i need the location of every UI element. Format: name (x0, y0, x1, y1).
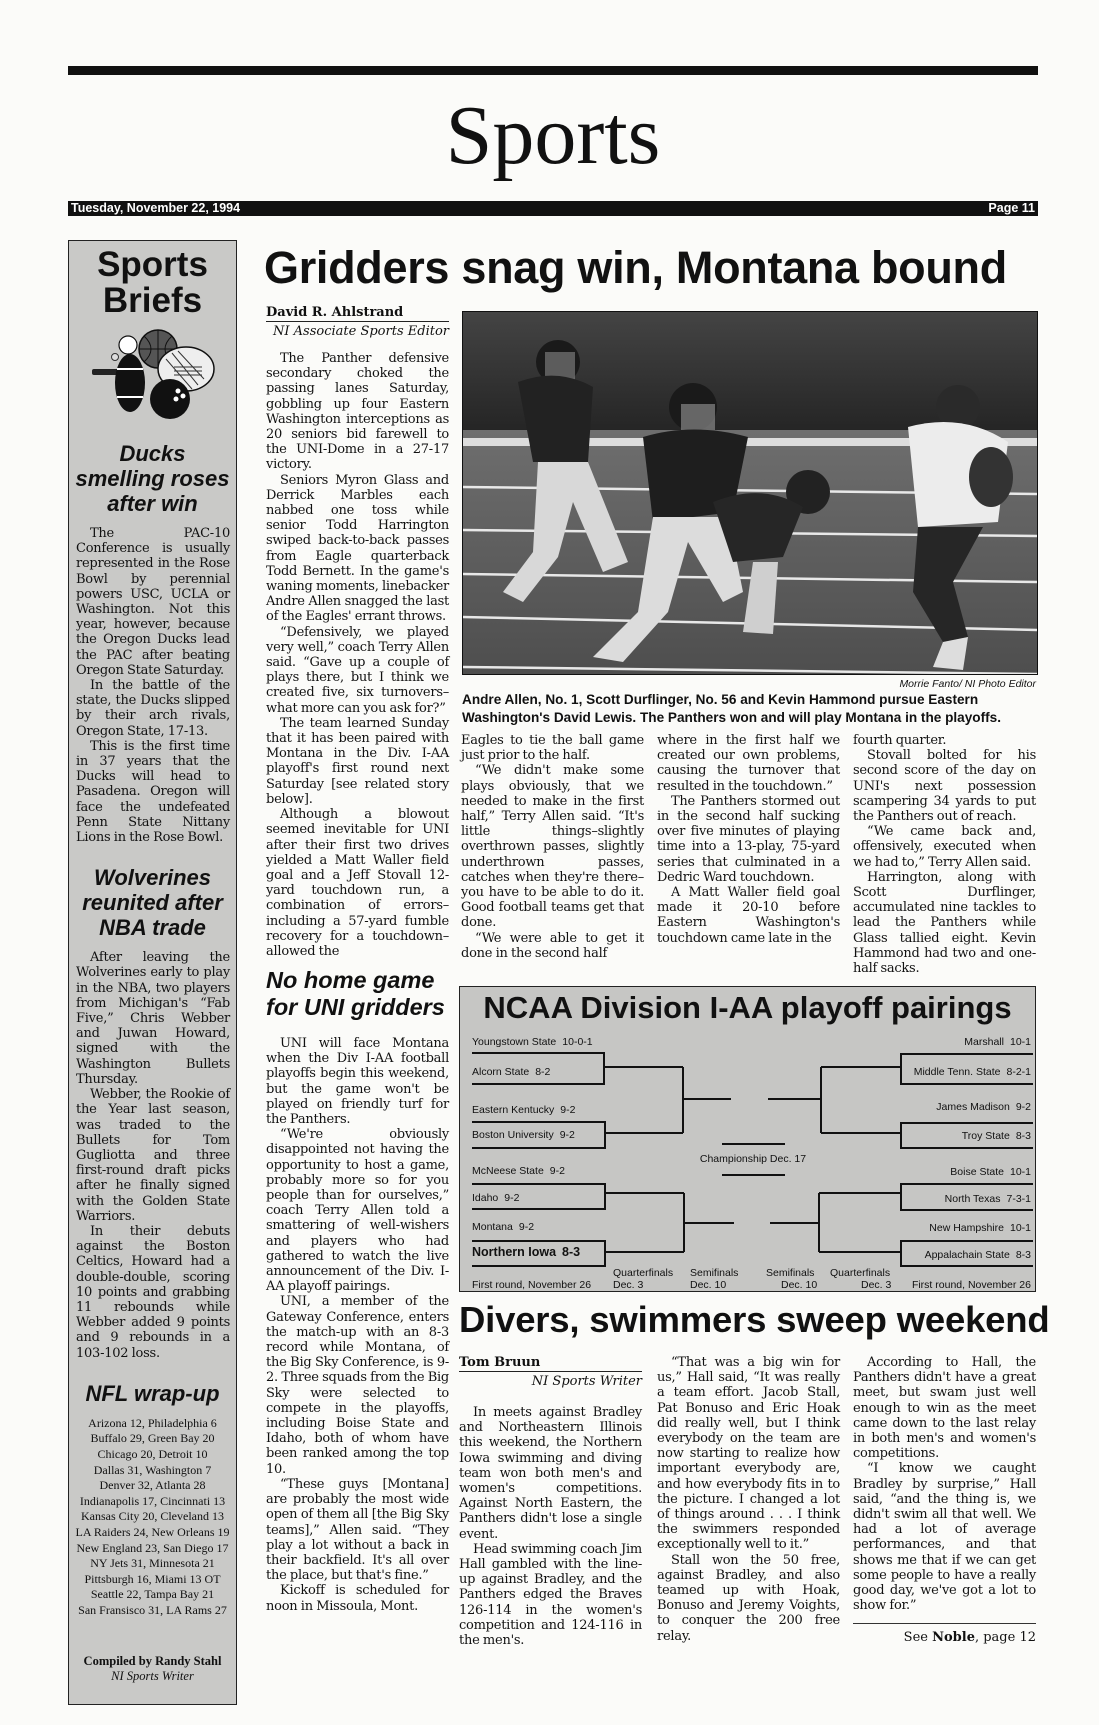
nfl-score: Denver 32, Atlanta 28 (99, 1478, 206, 1493)
jump-name: Noble (932, 1630, 975, 1645)
paragraph: “We didn't make some plays obviously, that we needed to make in the first half,” Terry Allen said. “It's little things–slightly overthrown passes, slightly underthrown passes, catches when they're there–you have to be able to do it. Good football teams get that done. (461, 763, 644, 931)
bracket-team (472, 1221, 534, 1234)
jump-page: , page 12 (974, 1630, 1036, 1645)
paragraph: The Panthers stormed out in the second half sucking over five minutes of playing time into a 13-play, 75-yard series that culminated in a Dedric Ward touchdown. (657, 793, 840, 885)
paragraph: UNI, a member of the Gateway Conference, enters the match-up with an 8-3 record while Montana, of the Big Sky Conference, is 9-2. Three squads from the Big Sky were selected to compete in the playoffs, including Boise State and Idaho, both of whom have been ranked among the top 10. (266, 1294, 449, 1477)
sports-balls-icon (88, 329, 218, 421)
sidebar-title (69, 247, 236, 319)
bracket-team (472, 1036, 593, 1049)
nfl-score: Kansas City 20, Cleveland 13 (81, 1509, 224, 1524)
paragraph: In their debuts against the Boston Celtics, Howard had a double-double, scoring 10 points and grabbing 11 rebounds while Webber added 9 points and 9 rebounds in a 103-102 loss. (76, 1223, 230, 1361)
bracket-team (472, 1066, 550, 1079)
photo-credit: Morrie Fanto/ NI Photo Editor (899, 678, 1036, 690)
issue-date: Tuesday, November 22, 1994 (71, 201, 241, 215)
paragraph: Webber, the Rookie of the Year last season, was traded to the Bullets for Tom Gugliotta and three first-round draft picks after he finally signed with the Golden State Warriors. (76, 1087, 230, 1224)
paragraph: “We're obviously disappointed not having the opportunity to host a game, probably more so for you people than for ourselves,” coach Terry Allen told a smattering of well-wishers and players who had gathered to watch the live announcement of the Div. I-AA playoff pairings. (266, 1127, 449, 1295)
nfl-score: LA Raiders 24, New Orleans 19 (75, 1524, 230, 1539)
nfl-score: Chicago 20, Detroit 10 (97, 1446, 208, 1461)
team-name: New Hampshire (929, 1222, 1004, 1234)
round-date: Dec. 3 (861, 1279, 892, 1291)
team-name: McNeese State (472, 1165, 544, 1177)
paragraph: “Defensively, we played very well,” coach Terry Allen said. “Gave up a couple of plays there, but I think we created five, six turnovers–what more can you ask for?” (266, 624, 449, 716)
paragraph: After leaving the Wolverines early to play in the NBA, two players from Michigan's “Fab Five,” Chris Webber and Juwan Howard, signed with the Washington Bullets Thursday. (76, 950, 230, 1087)
credit-name: Compiled by Randy Stahl (83, 1654, 222, 1669)
team-record: 8-3 (562, 1245, 581, 1259)
second-article-body (266, 1036, 449, 1614)
round-label: Semifinals (690, 1267, 739, 1279)
sidebar-title-line: Briefs (102, 281, 203, 320)
paragraph: fourth quarter. (853, 733, 947, 748)
paragraph: “These guys [Montana] are probably the most wide open of them all [the Big Sky teams],” Allen said. “They play a lot without a back in their backfield. It's all over the place, but that's fine.” (266, 1476, 449, 1584)
team-name: Marshall (964, 1036, 1004, 1048)
byline-name: David R. Ahlstrand (266, 305, 449, 322)
divers-headline: Divers, swimmers sweep weekend (459, 1299, 1050, 1340)
bracket-team (472, 1165, 565, 1178)
nfl-score: Dallas 31, Washington 7 (93, 1462, 212, 1477)
byline-title: NI Sports Writer (531, 1374, 642, 1389)
brief-body (76, 526, 230, 845)
round-label: Quarterfinals (613, 1267, 674, 1279)
team-record: 9-2 (504, 1192, 520, 1204)
bracket-team (472, 1246, 580, 1259)
team-name: Montana (472, 1221, 513, 1233)
round-date: First round, November 26 (472, 1279, 592, 1291)
masthead-rule (68, 66, 1038, 75)
bracket-team (472, 1104, 575, 1117)
team-record: 9-2 (559, 1129, 575, 1141)
team-name: Youngstown State (472, 1036, 557, 1048)
nfl-score: San Fransisco 31, LA Rams 27 (78, 1602, 227, 1617)
sidebar-title-line: Sports (97, 245, 208, 284)
team-record: 8-3 (1015, 1249, 1031, 1261)
brief-headline: Wolverines reunited after NBA trade (82, 865, 223, 941)
nfl-score: Indianapolis 17, Cincinnati 13 (79, 1493, 226, 1508)
nfl-score: Seattle 22, Tampa Bay 21 (90, 1587, 215, 1602)
team-record: 10-0-1 (562, 1036, 593, 1048)
divers-byline (459, 1355, 642, 1389)
bracket-team (472, 1192, 519, 1205)
championship-label: Championship Dec. 17 (699, 1153, 807, 1165)
team-record: 7-3-1 (1006, 1193, 1031, 1205)
team-record: 9-2 (560, 1104, 576, 1116)
team-name: Alcorn State (472, 1066, 530, 1078)
team-record: 10-1 (1009, 1166, 1031, 1178)
paragraph: Eagles to tie the ball game just prior to the half. (461, 733, 644, 764)
divers-column-2 (657, 1355, 840, 1644)
sports-briefs-sidebar (68, 240, 237, 1705)
team-name: James Madison (936, 1101, 1010, 1113)
playoff-bracket (459, 986, 1036, 1292)
bracket-team (962, 1130, 1031, 1143)
nfl-score: Arizona 12, Philadelphia 6 (88, 1415, 217, 1430)
brief-headline: Ducks smelling roses after win (75, 441, 230, 516)
football-photo (462, 311, 1038, 675)
team-name: Boise State (950, 1166, 1004, 1178)
round-label: Semifinals (766, 1267, 815, 1279)
team-name: Eastern Kentucky (472, 1104, 555, 1116)
paragraph: “That was a big win for us,” Hall said, “It was really a team effort. Jacob Stall, Pat Bonuso and Eric Hoak did really well, but I think everybody on the team are now starting to realize how important everybody are, and how everybody fits in to the picture. I changed a lot of things around . . . I think the swimmers responded exceptionally well to it.” (657, 1355, 840, 1553)
paragraph: “We were able to get it done in the second half (461, 930, 644, 961)
team-name: Middle Tenn. State (913, 1066, 1001, 1078)
paragraph: Harrington, along with Scott Durflinger, accumulated nine tackles to lead the Panthers while Glass tallied eight. Kevin Hammond had two and one-half sacks. (853, 869, 1036, 977)
team-record: 9-2 (549, 1165, 565, 1177)
round-label: Quarterfinals (830, 1267, 891, 1279)
main-headline: Gridders snag win, Montana bound (264, 242, 1007, 293)
jump-rule (853, 1623, 1036, 1624)
nfl-scores-list (69, 1416, 236, 1619)
main-byline (266, 305, 449, 339)
byline-name: Tom Bruun (459, 1355, 642, 1372)
team-name: North Texas (944, 1193, 1001, 1205)
brief-body (76, 950, 230, 1360)
team-record: 8-2 (535, 1066, 551, 1078)
paragraph: where in the first half we created our own problems, causing the turnover that resulted in the touchdown.” (657, 733, 840, 794)
team-name: Northern Iowa (472, 1245, 557, 1259)
paragraph: The PAC-10 Conference is usually represented in the Rose Bowl by perennial powers USC, UCLA or Washington. Not this year, however, because the Oregon Ducks lead the PAC after beating Oregon State Saturday. (76, 526, 230, 678)
section-title: Sports (445, 89, 661, 182)
main-article-column-4 (853, 733, 1036, 976)
paragraph: “We came back and, offensively, executed when we had to,” Terry Allen said. (853, 824, 1036, 870)
paragraph: “I know we caught Bradley by surprise,” Hall said, “and the thing is, we didn't swim all that well. We had a lot of average performances, and that shows me that if we can get some people to have a really good day, we've got a lot to show for.” (853, 1461, 1036, 1614)
paragraph: Head swimming coach Jim Hall gambled with the line-up against Bradley, and the Panthers edged the Braves 126-114 in the women's competition and 124-116 in the men's. (459, 1541, 642, 1649)
bracket-team (929, 1222, 1031, 1235)
paragraph: Stall won the 50 free, against Bradley, and also teamed up with Hoak, Bonuso and Jeremy Voights, to conquer the 200 free relay. (657, 1552, 840, 1644)
paragraph: Seniors Myron Glass and Derrick Marbles each nabbed one toss while senior Todd Harrington swiped back-to-back passes from Eagle quarterback Todd Bernett. In the game's waning moments, linebacker Andre Allen snagged the last of the Eagles' errant throws. (266, 472, 449, 625)
bracket-title: NCAA Division I-AA playoff pairings (483, 990, 1012, 1025)
round-date: Dec. 10 (781, 1279, 818, 1291)
team-name: Appalachain State (924, 1249, 1010, 1261)
bracket-team (964, 1036, 1031, 1049)
second-headline: No home game for UNI gridders (266, 967, 445, 1020)
nfl-score: NY Jets 31, Minnesota 21 (90, 1556, 215, 1571)
paragraph: This is the first time in 37 years that the Ducks will head to Pasadena. Oregon will face the undefeated Penn State Nittany Lions in the Rose Bowl. (76, 738, 230, 846)
paragraph: According to Hall, the Panthers didn't have a great meet, but swam just well enough to win as the meet came down to the last relay in both men's and women's competitions. (853, 1355, 1036, 1462)
paragraph: Kickoff is scheduled for noon in Missoula, Mont. (266, 1583, 449, 1614)
team-name: Troy State (961, 1130, 1010, 1142)
bracket-team (914, 1066, 1031, 1079)
divers-column-1 (459, 1405, 642, 1648)
team-record: 9-2 (518, 1221, 535, 1233)
round-date: Dec. 3 (613, 1279, 644, 1291)
byline-title: NI Associate Sports Editor (273, 324, 449, 339)
paragraph: The Panther defensive secondary choked the passing lanes Saturday, gobbling up four Eastern Washington interceptions as 20 seniors bid farewell to the UNI-Dome in a 27-17 victory. (266, 351, 449, 473)
team-record: 10-1 (1009, 1222, 1031, 1234)
nfl-score: Buffalo 29, Green Bay 20 (90, 1431, 215, 1446)
paragraph: The team learned Sunday that it has been paired with Montana in the Div. I-AA playoff's first round next Saturday [see related story below]. (266, 715, 449, 807)
bracket-team (472, 1129, 575, 1142)
jump-line (904, 1630, 1036, 1645)
bracket-team (950, 1166, 1031, 1179)
team-name: Boston University (472, 1129, 554, 1141)
photo-caption: Andre Allen, No. 1, Scott Durflinger, No. 56 and Kevin Hammond pursue Eastern Washington's David Lewis. The Panthers won and will play Montana in the playoffs. (462, 692, 1001, 725)
credit-title: NI Sports Writer (111, 1669, 194, 1684)
date-bar (68, 201, 1038, 216)
paragraph: Although a blowout seemed inevitable for UNI after their first two drives yielded a Matt Waller field goal and a Jeff Stovall 12-yard touchdown run, a combination of errors–including a 57-yard fumble recovery for a touchdown–allowed the (266, 807, 449, 959)
paragraph: Stovall bolted for his second score of the day on UNI's next possession scampering 34 yards to put the Panthers out of reach. (853, 748, 1036, 825)
football-players-image (463, 312, 1037, 674)
team-record: 10-1 (1009, 1036, 1031, 1048)
bracket-team (925, 1249, 1031, 1262)
bracket-team (945, 1193, 1031, 1206)
paragraph: A Matt Waller field goal made it 20-10 before Eastern Washington's touchdown came late in the (657, 885, 840, 946)
page-number: Page 11 (988, 201, 1035, 215)
jump-see: See (903, 1630, 928, 1645)
divers-column-3 (853, 1355, 1036, 1613)
main-article-column-1 (266, 351, 449, 959)
nfl-score: Pittsburgh 16, Miami 13 OT (84, 1571, 221, 1586)
bracket-team (936, 1101, 1031, 1114)
paragraph: UNI will face Montana when the Div I-AA football playoffs begin this weekend, but the game won't be played on friendly turf for the Panthers. (266, 1036, 449, 1128)
main-article-column-2 (461, 733, 644, 961)
nfl-score: New England 23, San Diego 17 (76, 1540, 229, 1555)
paragraph: In meets against Bradley and Northeastern Illinois this weekend, the Northern Iowa swimming and diving team won both men's and women's competitions. Against North Eastern, the Panthers didn't lose a single event. (459, 1405, 642, 1542)
nfl-headline: NFL wrap-up (85, 1380, 220, 1406)
main-article-column-3 (657, 733, 840, 946)
round-date: Dec. 10 (690, 1279, 727, 1291)
team-name: Idaho (472, 1192, 499, 1204)
sidebar-credit (69, 1654, 236, 1684)
team-record: 8-3 (1015, 1130, 1031, 1142)
paragraph: In the battle of the state, the Ducks slipped by their arch rivals, Oregon State, 17-13. (76, 678, 230, 739)
team-record: 9-2 (1015, 1101, 1031, 1113)
team-record: 8-2-1 (1006, 1066, 1031, 1078)
round-date: First round, November 26 (911, 1279, 1031, 1291)
